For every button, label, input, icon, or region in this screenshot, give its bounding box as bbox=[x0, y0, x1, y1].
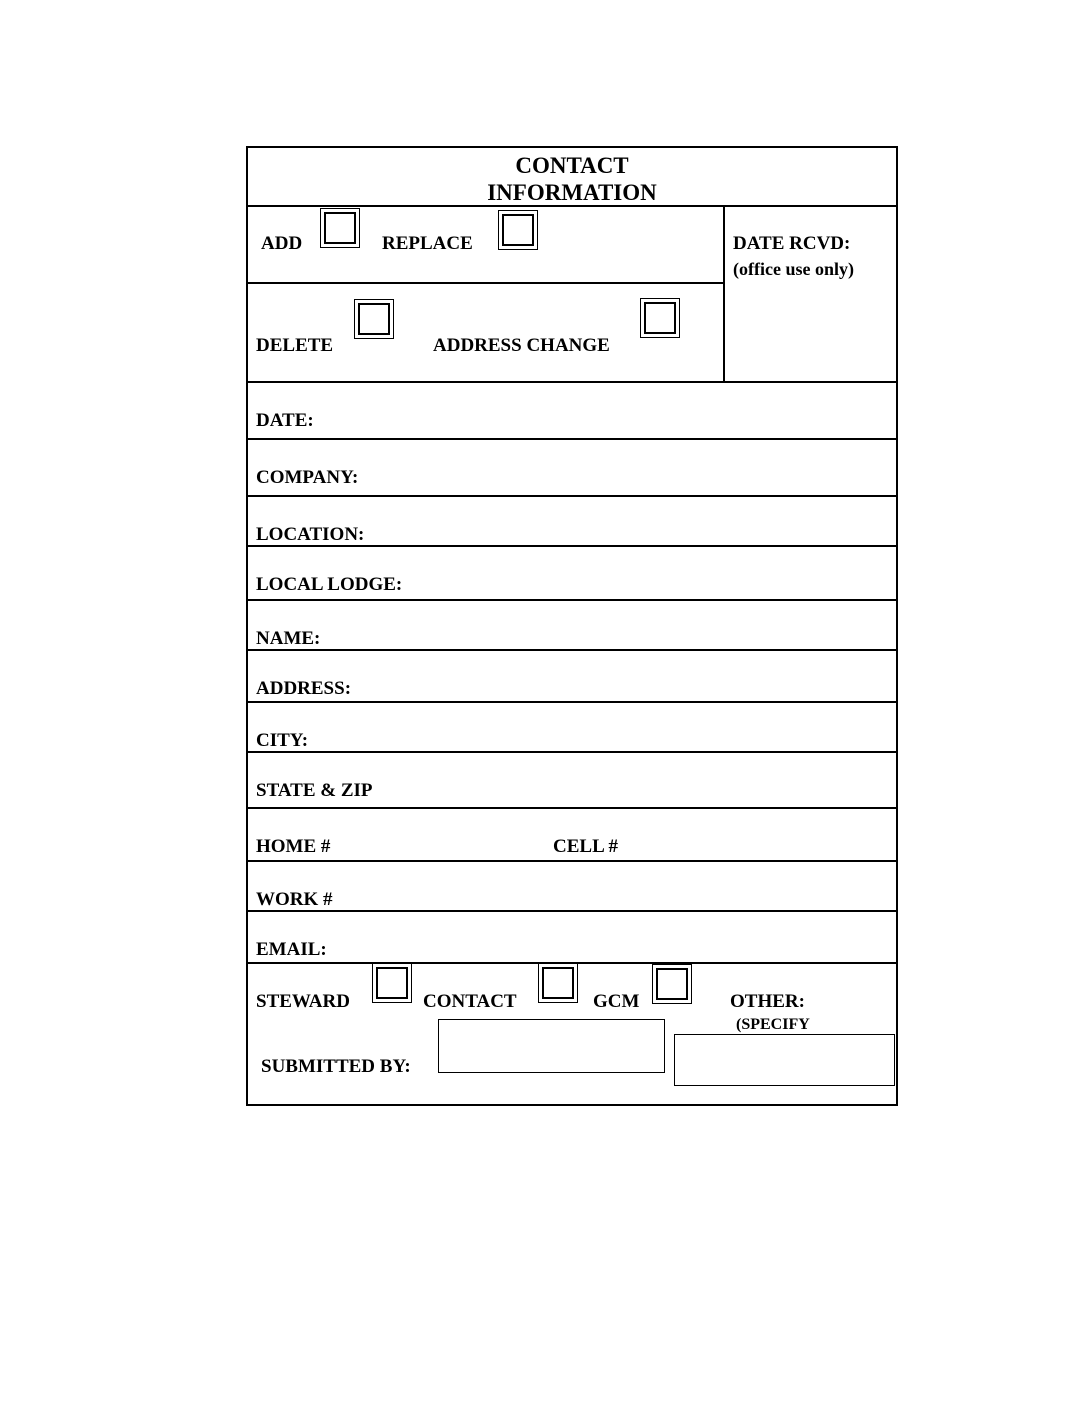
gcm-checkbox[interactable] bbox=[652, 964, 692, 1004]
divider bbox=[248, 205, 896, 207]
contact-label: CONTACT bbox=[423, 991, 517, 1012]
city-label: CITY: bbox=[256, 730, 309, 751]
office-use-note: (office use only) bbox=[733, 259, 854, 279]
contact-checkbox[interactable] bbox=[538, 963, 578, 1003]
location-label: LOCATION: bbox=[256, 524, 365, 545]
delete-checkbox[interactable] bbox=[354, 299, 394, 339]
local-lodge-label: LOCAL LODGE: bbox=[256, 574, 403, 595]
divider bbox=[248, 649, 896, 651]
form-title-line1: CONTACT bbox=[515, 153, 629, 178]
home-phone-label: HOME # bbox=[256, 836, 331, 857]
office-divider bbox=[723, 205, 725, 382]
steward-checkbox[interactable] bbox=[372, 963, 412, 1003]
work-phone-label: WORK # bbox=[256, 889, 333, 910]
date-label: DATE: bbox=[256, 410, 314, 431]
divider bbox=[248, 910, 896, 912]
date-rcvd-label: DATE RCVD: bbox=[733, 233, 851, 254]
form-title bbox=[248, 148, 896, 206]
replace-checkbox[interactable] bbox=[498, 210, 538, 250]
address-label: ADDRESS: bbox=[256, 678, 352, 699]
other-label: OTHER: bbox=[730, 991, 805, 1012]
replace-label: REPLACE bbox=[382, 233, 473, 254]
company-label: COMPANY: bbox=[256, 467, 359, 488]
divider bbox=[248, 438, 896, 440]
other-specify-field[interactable] bbox=[674, 1034, 895, 1086]
submitted-by-field[interactable] bbox=[438, 1019, 665, 1073]
submitted-by-label: SUBMITTED BY: bbox=[261, 1056, 411, 1077]
name-label: NAME: bbox=[256, 628, 321, 649]
cell-phone-label: CELL # bbox=[553, 836, 618, 857]
address-change-checkbox[interactable] bbox=[640, 298, 680, 338]
contact-information-form bbox=[246, 146, 898, 1106]
divider bbox=[248, 282, 725, 284]
divider bbox=[248, 545, 896, 547]
state-zip-label: STATE & ZIP bbox=[256, 780, 373, 801]
divider bbox=[248, 381, 896, 383]
gcm-label: GCM bbox=[593, 991, 640, 1012]
divider bbox=[248, 860, 896, 862]
add-checkbox[interactable] bbox=[320, 208, 360, 248]
divider bbox=[248, 599, 896, 601]
specify-label: (SPECIFY bbox=[736, 1016, 810, 1033]
add-label: ADD bbox=[261, 233, 303, 254]
delete-label: DELETE bbox=[256, 335, 334, 356]
divider bbox=[248, 495, 896, 497]
divider bbox=[248, 807, 896, 809]
divider bbox=[248, 701, 896, 703]
address-change-label: ADDRESS CHANGE bbox=[433, 335, 610, 356]
divider bbox=[248, 751, 896, 753]
email-label: EMAIL: bbox=[256, 939, 327, 960]
steward-label: STEWARD bbox=[256, 991, 350, 1012]
form-title-line2: INFORMATION bbox=[487, 180, 657, 205]
